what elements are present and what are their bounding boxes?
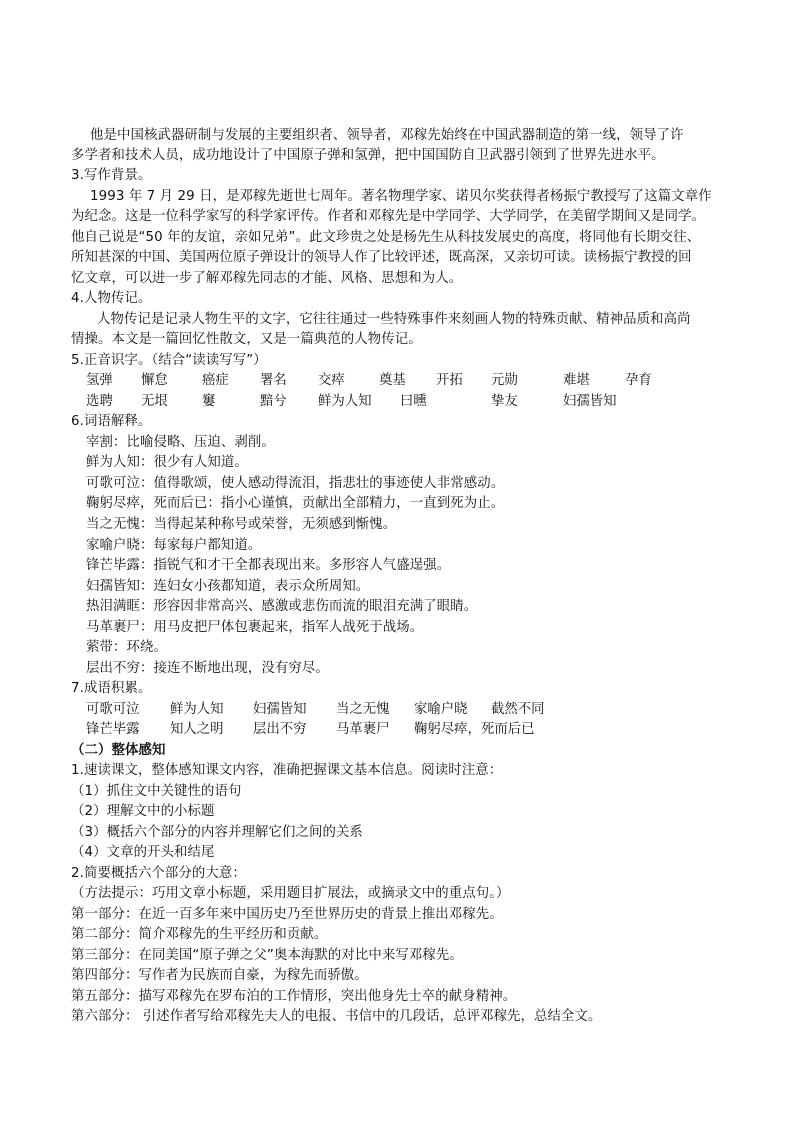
vocab-word: 曰曛 xyxy=(400,394,427,409)
question-2: 2.简要概括六个部分的大意： xyxy=(71,866,246,881)
part-summary: 第五部分：描写邓稼先在罗布泊的工作情形，突出他身先士卒的献身精神。 xyxy=(71,989,517,1004)
idiom: 可歌可泣 xyxy=(86,702,140,717)
idiom: 层出不穷 xyxy=(253,722,307,737)
definition-item: 鲜为人知：很少有人知道。 xyxy=(86,455,248,470)
section-4-heading: 4.人物传记。 xyxy=(71,291,152,306)
definition-item: 当之无愧：当得起某种称号或荣誉，无须感到惭愧。 xyxy=(86,517,397,532)
section-6-heading: 6.词语解释。 xyxy=(71,414,152,429)
section-3-line: 忆文章，可以进一步了解邓稼先同志的才能、风格、思想和为人。 xyxy=(71,271,463,286)
vocab-word: 开拓 xyxy=(436,373,463,388)
definition-item: 妇孺皆知：连妇女小孩都知道，表示众所周知。 xyxy=(86,579,370,594)
question-1-item: （2）理解文中的小标题 xyxy=(71,804,215,819)
idiom: 当之无愧 xyxy=(336,702,390,717)
vocab-word: 窶 xyxy=(202,394,216,409)
part-summary: 第一部分：在近一百多年来中国历史乃至世界历史的背景上推出邓稼先。 xyxy=(71,907,503,922)
idiom: 鲜为人知 xyxy=(170,702,224,717)
idiom: 妇孺皆知 xyxy=(253,702,307,717)
idiom-row-2 xyxy=(0,720,794,740)
idiom-row-1 xyxy=(0,700,794,720)
part-2-heading: （二）整体感知 xyxy=(71,743,166,758)
definition-item: 宰割：比喻侵略、压迫、剥削。 xyxy=(86,435,275,450)
vocab-word: 妇孺皆知 xyxy=(563,394,617,409)
vocab-word: 交瘁 xyxy=(318,373,345,388)
section-4-line: 人物传记是记录人物生平的文字，它往往通过一些特殊事件来刻画人物的特殊贡献、精神品质和高尚 xyxy=(97,312,691,327)
part-summary: 第六部分： 引述作者写给邓稼先夫人的电报、书信中的几段话，总评邓稼先，总结全文。 xyxy=(71,1009,602,1024)
question-2-hint: （方法提示：巧用文章小标题，采用题目扩展法，或摘录文中的重点句。） xyxy=(71,886,510,901)
idiom: 家喻户晓 xyxy=(414,702,468,717)
definition-item: 萦带：环绕。 xyxy=(86,640,167,655)
definition-item: 马革裹尸：用马皮把尸体包裹起来，指军人战死于战场。 xyxy=(86,620,424,635)
vocab-word: 黯兮 xyxy=(260,394,287,409)
part-summary: 第四部分：写作者为民族而自豪，为稼先而骄傲。 xyxy=(71,968,368,983)
vocab-word: 难堪 xyxy=(563,373,590,388)
vocab-word: 氢弹 xyxy=(86,373,113,388)
section-4-line: 情操。本文是一篇回忆性散文，又是一篇典范的人物传记。 xyxy=(71,332,422,347)
section-3-line: 他自己说是“50 年的友谊，亲如兄弟”。此文珍贵之处是杨先生从科技发展史的高度，将同他有长期交往、 xyxy=(71,230,701,245)
question-1: 1.速读课文，整体感知课文内容，准确把握课文基本信息。阅读时注意： xyxy=(71,763,503,778)
pinyin-row-2 xyxy=(0,392,794,412)
vocab-word: 懈怠 xyxy=(141,373,168,388)
section-3-line: 所知甚深的中国、美国两位原子弹设计的领导人作了比较评述，既高深，又亲切可读。读杨振宁教授的回 xyxy=(71,250,692,265)
definition-item: 层出不穷：接连不断地出现，没有穷尽。 xyxy=(86,661,329,676)
definition-item: 热泪满眶：形容因非常高兴、感激或悲伤而流的眼泪充满了眼睛。 xyxy=(86,599,478,614)
vocab-word: 选聘 xyxy=(86,394,113,409)
pinyin-row-1 xyxy=(0,371,794,391)
section-7-heading: 7.成语积累。 xyxy=(71,681,152,696)
vocab-word: 奠基 xyxy=(379,373,406,388)
vocab-word: 元勋 xyxy=(491,373,518,388)
idiom: 知人之明 xyxy=(170,722,224,737)
question-1-item: （1）抓住文中关键性的语句 xyxy=(71,784,242,799)
question-1-item: （4）文章的开头和结尾 xyxy=(71,845,215,860)
vocab-word: 孕育 xyxy=(625,373,652,388)
intro-line-2: 多学者和技术人员，成功地设计了中国原子弹和氢弹，把中国国防自卫武器引领到了世界先进水平。 xyxy=(71,148,665,163)
vocab-word: 无垠 xyxy=(141,394,168,409)
part-summary: 第三部分：在同美国“原子弹之父”奥本海默的对比中来写邓稼先。 xyxy=(71,948,463,963)
section-3-heading: 3.写作背景。 xyxy=(71,168,152,183)
definition-item: 家喻户晓：每家每户都知道。 xyxy=(86,538,262,553)
vocab-word: 挚友 xyxy=(491,394,518,409)
vocab-word: 鲜为人知 xyxy=(318,394,372,409)
intro-line-1: 他是中国核武器研制与发展的主要组织者、领导者，邓稼先始终在中国武器制造的第一线，领导了许 xyxy=(90,128,684,143)
definition-item: 鞠躬尽瘁，死而后已：指小心谨慎，贡献出全部精力，一直到死为止。 xyxy=(86,496,505,511)
section-3-line: 为纪念。这是一位科学家写的科学家评传。作者和邓稼先是中学同学、大学同学，在美留学期间又是同学。 xyxy=(71,209,706,224)
idiom: 截然不同 xyxy=(491,702,545,717)
idiom: 锋芒毕露 xyxy=(86,722,140,737)
vocab-word: 署名 xyxy=(260,373,287,388)
idiom: 马革裹尸 xyxy=(336,722,390,737)
part-summary: 第二部分：简介邓稼先的生平经历和贡献。 xyxy=(71,927,328,942)
definition-item: 可歌可泣：值得歌颂，使人感动得流泪，指悲壮的事迹使人非常感动。 xyxy=(86,476,505,491)
definition-item: 锋芒毕露：指锐气和才干全都表现出来。多形容人气盛逞强。 xyxy=(86,558,451,573)
section-5-heading: 5.正音识字。（结合“读读写写”） xyxy=(71,353,267,368)
idiom: 鞠躬尽瘁，死而后已 xyxy=(414,722,535,737)
question-1-item: （3）概括六个部分的内容并理解它们之间的关系 xyxy=(71,825,363,840)
vocab-word: 癌症 xyxy=(202,373,229,388)
section-3-line: 1993 年 7 月 29 日，是邓稼先逝世七周年。著名物理学家、诺贝尔奖获得者杨振宁教授写了这篇文章作 xyxy=(90,189,712,204)
